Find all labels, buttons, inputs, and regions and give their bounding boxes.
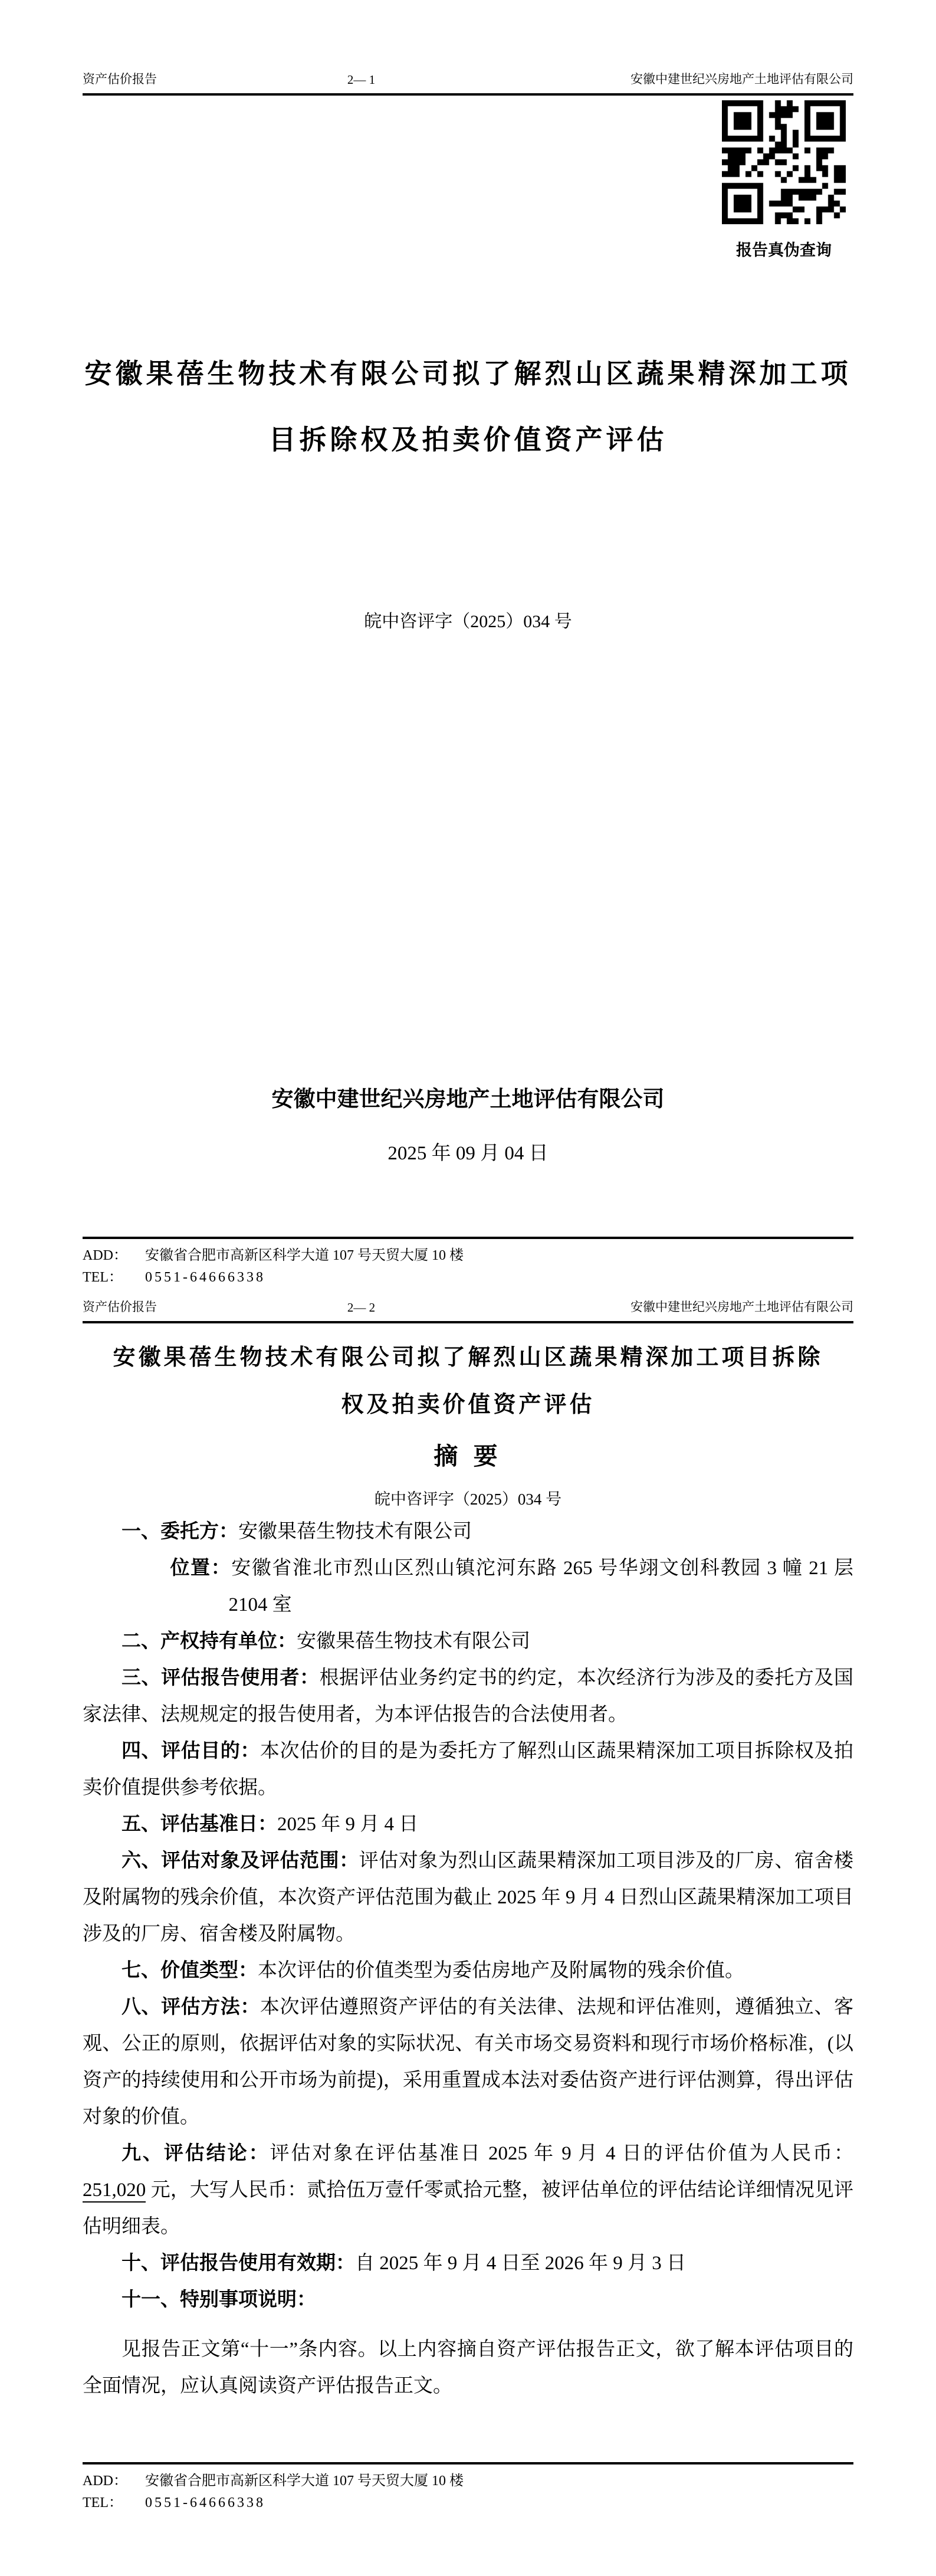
summary-item-conclusion: 九、评估结论：评估对象在评估基准日 2025 年 9 月 4 日的评估价值为人民币：251,020 元，大写人民币：贰拾伍万壹仟零贰拾元整，被评估单位的评估结论详细情况见评估明细表。 <box>83 2143 854 2237</box>
footer-address-line <box>83 2470 853 2492</box>
report-date: 2025 年 09 月 04 日 <box>387 1143 549 1164</box>
summary-item-owner: 二、产权持有单位：安徽果蓓生物技术有限公司 <box>121 1631 530 1652</box>
summary-item-scope: 六、评估对象及评估范围：评估对象为烈山区蔬果精深加工项目涉及的厂房、宿舍楼及附属物的残余价值，本次资产评估范围为截止 2025 年 9 月 4 日烈山区蔬果精深加工项目涉及的厂房、宿舍楼及附属物。 <box>83 1850 854 1945</box>
summary-item-purpose: 四、评估目的：本次估价的目的是为委托方了解烈山区蔬果精深加工项目拆除权及拍卖价值提供参考依据。 <box>83 1741 854 1798</box>
summary-item-location: 位置：安徽省淮北市烈山区烈山镇沱河东路 265 号华翊文创科教园 3 幢 21 层 2104 室 <box>170 1558 854 1615</box>
footer-address-label: ADD： <box>83 1248 127 1263</box>
report-verification-block <box>721 100 846 260</box>
summary-item-method: 八、评估方法：本次评估遵照资产评估的有关法律、法规和评估准则，遵循独立、客观、公正的原则，依据评估对象的实际状况、有关市场交易资料和现行市场价格标准，(以资产的持续使用和公开市场为前提)，采用重置成本法对委估资产进行评估测算，得出评估对象的价值。 <box>83 1997 854 2128</box>
header-page-number: 2— 2 <box>347 1300 376 1315</box>
document-number: 皖中咨评字（2025）034 号 <box>364 612 572 631</box>
footer-phone-line <box>83 2492 853 2514</box>
header-company-name: 安徽中建世纪兴房地产土地评估有限公司 <box>630 72 853 86</box>
abstract-heading: 摘 要 <box>433 1443 503 1470</box>
footer-phone-value: 0551-64666338 <box>145 1270 265 1285</box>
qr-code <box>722 100 846 224</box>
summary-item-value-type: 七、价值类型：本次评估的价值类型为委估房地产及附属物的残余价值。 <box>121 1960 744 1981</box>
report-title <box>65 341 871 473</box>
page1-running-footer <box>83 1237 853 1289</box>
page2-running-header <box>83 1297 853 1323</box>
summary-body <box>83 1513 853 2404</box>
summary-closing-note: 见报告正文第“十一”条内容。以上内容摘自资产评估报告正文，欲了解本评估项目的全面情况，应认真阅读资产评估报告正文。 <box>83 2339 853 2397</box>
header-company-name: 安徽中建世纪兴房地产土地评估有限公司 <box>630 1300 853 1314</box>
report-title-line2: 目拆除权及拍卖价值资产评估 <box>268 425 668 455</box>
header-doc-type: 资产估价报告 <box>83 72 157 86</box>
footer-address-label: ADD： <box>83 2473 127 2489</box>
report-title-line1: 安徽果蓓生物技术有限公司拟了解烈山区蔬果精深加工项 <box>84 359 852 389</box>
header-doc-type: 资产估价报告 <box>83 1300 157 1314</box>
appraisal-company-name: 安徽中建世纪兴房地产土地评估有限公司 <box>271 1087 665 1112</box>
footer-phone-label: TEL： <box>83 1270 123 1285</box>
footer-address-value: 安徽省合肥市高新区科学大道 107 号天贸大厦 10 楼 <box>145 2473 464 2489</box>
summary-item-base-date: 五、评估基准日：2025 年 9 月 4 日 <box>121 1814 419 1835</box>
summary-item-report-users: 三、评估报告使用者：根据评估业务约定书的约定，本次经济行为涉及的委托方及国家法律、法规规定的报告使用者，为本评估报告的合法使用者。 <box>83 1667 854 1725</box>
footer-address-value: 安徽省合肥市高新区科学大道 107 号天贸大厦 10 楼 <box>145 1248 464 1263</box>
footer-phone-label: TEL： <box>83 2495 123 2511</box>
page2-running-footer <box>83 2462 853 2514</box>
header-page-number: 2— 1 <box>347 73 376 87</box>
report-summary-page <box>0 1288 936 2576</box>
footer-address-line <box>83 1245 853 1267</box>
qr-code-label: 报告真伪查询 <box>736 241 832 259</box>
page1-running-header <box>83 70 853 96</box>
summary-title <box>65 1334 871 1428</box>
summary-item-client: 一、委托方：安徽果蓓生物技术有限公司 <box>121 1521 472 1542</box>
summary-item-validity: 十、评估报告使用有效期：自 2025 年 9 月 4 日至 2026 年 9 月 3 日 <box>121 2253 686 2274</box>
footer-phone-line <box>83 1267 853 1289</box>
summary-item-special-notes: 十一、特别事项说明： <box>121 2289 316 2310</box>
document-number: 皖中咨评字（2025）034 号 <box>374 1490 562 1508</box>
summary-title-line2: 权及拍卖价值资产评估 <box>341 1392 595 1417</box>
appraised-value-number: 251,020 <box>83 2180 146 2203</box>
footer-phone-value: 0551-64666338 <box>145 2495 265 2511</box>
summary-title-line1: 安徽果蓓生物技术有限公司拟了解烈山区蔬果精深加工项目拆除 <box>113 1345 823 1370</box>
